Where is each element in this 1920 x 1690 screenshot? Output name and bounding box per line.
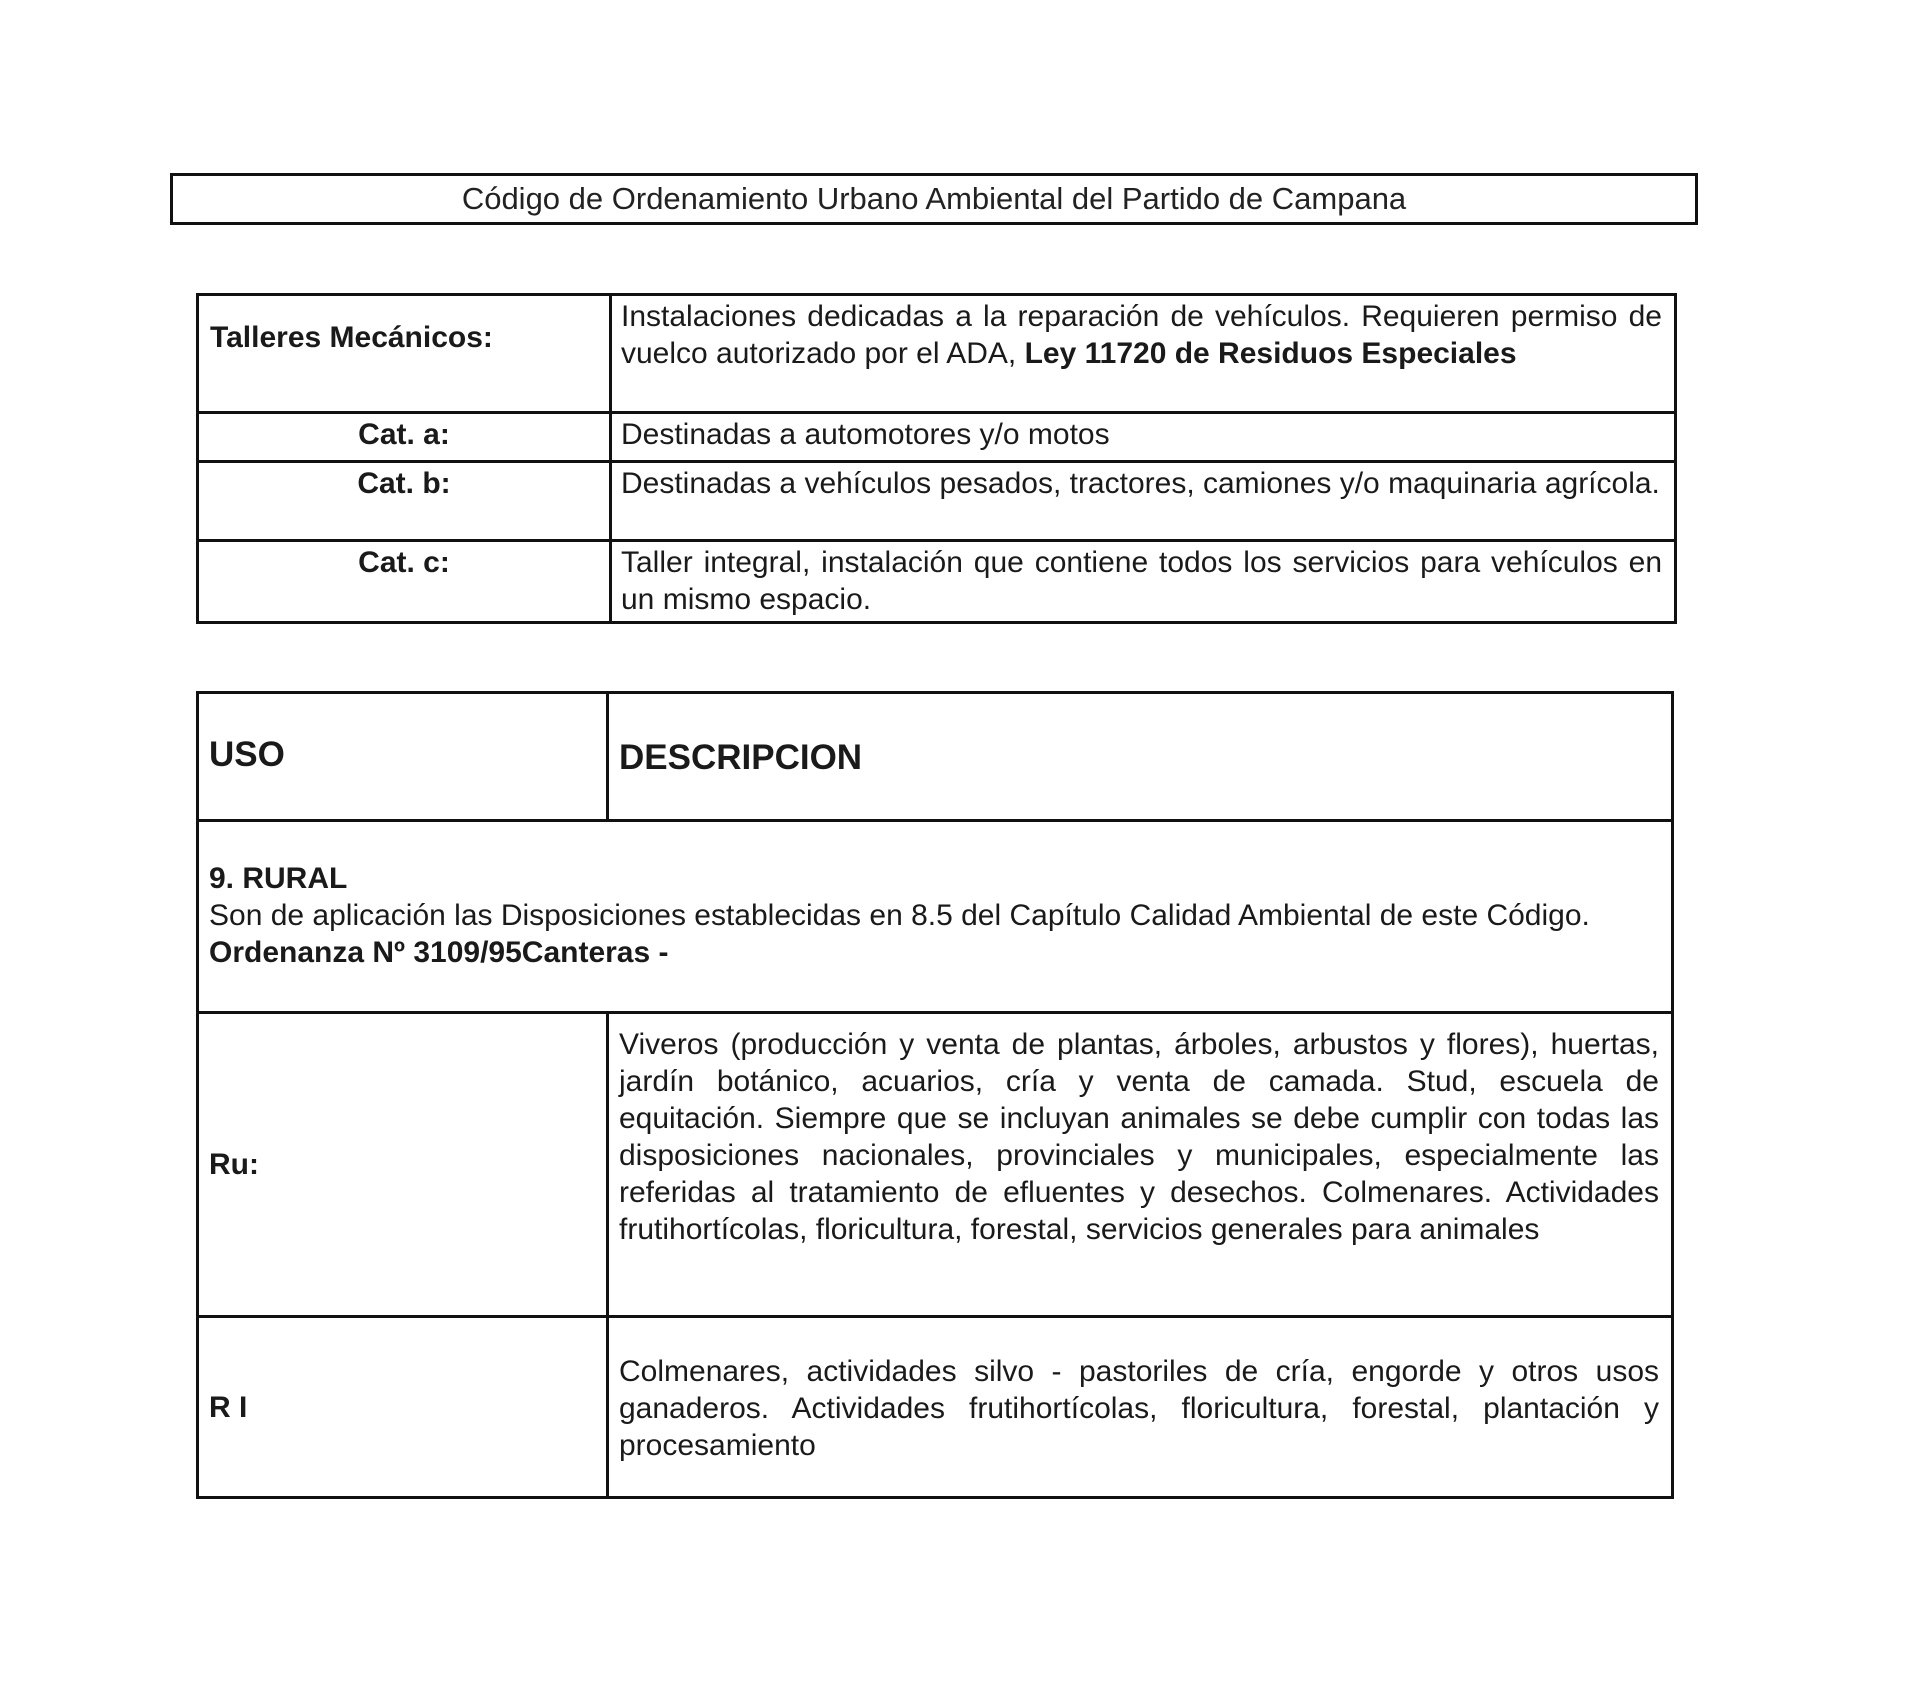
rural-section xyxy=(198,821,1673,1013)
talleres-description-text: Instalaciones dedicadas a la reparación de vehículos. Requieren permiso de vuelco autorizado por el ADA, xyxy=(621,300,1662,370)
table-row xyxy=(198,295,1676,413)
column-header-descripcion: DESCRIPCION xyxy=(608,693,1673,821)
table-row xyxy=(198,541,1676,623)
table-row xyxy=(198,462,1676,541)
cat-b-label: Cat. b: xyxy=(198,462,611,541)
ri-label: R I xyxy=(198,1317,608,1498)
cat-a-label: Cat. a: xyxy=(198,413,611,462)
document-header xyxy=(170,173,1698,225)
talleres-label: Talleres Mecánicos: xyxy=(198,295,611,413)
table-row xyxy=(198,1013,1673,1317)
rural-ordenanza: Ordenanza Nº 3109/95Canteras - xyxy=(209,936,669,969)
cat-c-description: Taller integral, instalación que contiene todos los servicios para vehículos en un mismo espacio. xyxy=(611,541,1676,623)
column-header-uso: USO xyxy=(198,693,608,821)
ri-description: Colmenares, actividades silvo - pastoriles de cría, engorde y otros usos ganaderos. Actividades frutihortícolas, floricultura, forestal, plantación y procesamiento xyxy=(608,1317,1673,1498)
document-title: Código de Ordenamiento Urbano Ambiental del Partido de Campana xyxy=(461,181,1407,216)
ru-label: Ru: xyxy=(198,1013,608,1317)
cat-a-description: Destinadas a automotores y/o motos xyxy=(611,413,1676,462)
cat-b-description: Destinadas a vehículos pesados, tractores, camiones y/o maquinaria agrícola. xyxy=(611,462,1676,541)
table-header-row xyxy=(198,693,1673,821)
talleres-description xyxy=(611,295,1676,413)
ru-description: Viveros (producción y venta de plantas, árboles, arbustos y flores), huertas, jardín botánico, acuarios, cría y venta de camada. Stud, escuela de equitación. Siempre que se incluyan animales se debe cumplir con todas las disposiciones nacionales, provinciales y municipales, especialmente las referidas al tratamiento de efluentes y desechos. Colmenares. Actividades frutihortícolas, floricultura, forestal, servicios generales para animales xyxy=(608,1013,1673,1317)
talleres-law-reference: Ley 11720 de Residuos Especiales xyxy=(1024,337,1517,370)
rural-title: 9. RURAL xyxy=(209,862,348,895)
rural-text: Son de aplicación las Disposiciones establecidas en 8.5 del Capítulo Calidad Ambiental de este Código. xyxy=(209,899,1590,932)
table-row xyxy=(198,821,1673,1013)
cat-c-label: Cat. c: xyxy=(198,541,611,623)
table-row xyxy=(198,1317,1673,1498)
talleres-table xyxy=(196,293,1677,624)
usos-table xyxy=(196,691,1674,1499)
table-row xyxy=(198,413,1676,462)
